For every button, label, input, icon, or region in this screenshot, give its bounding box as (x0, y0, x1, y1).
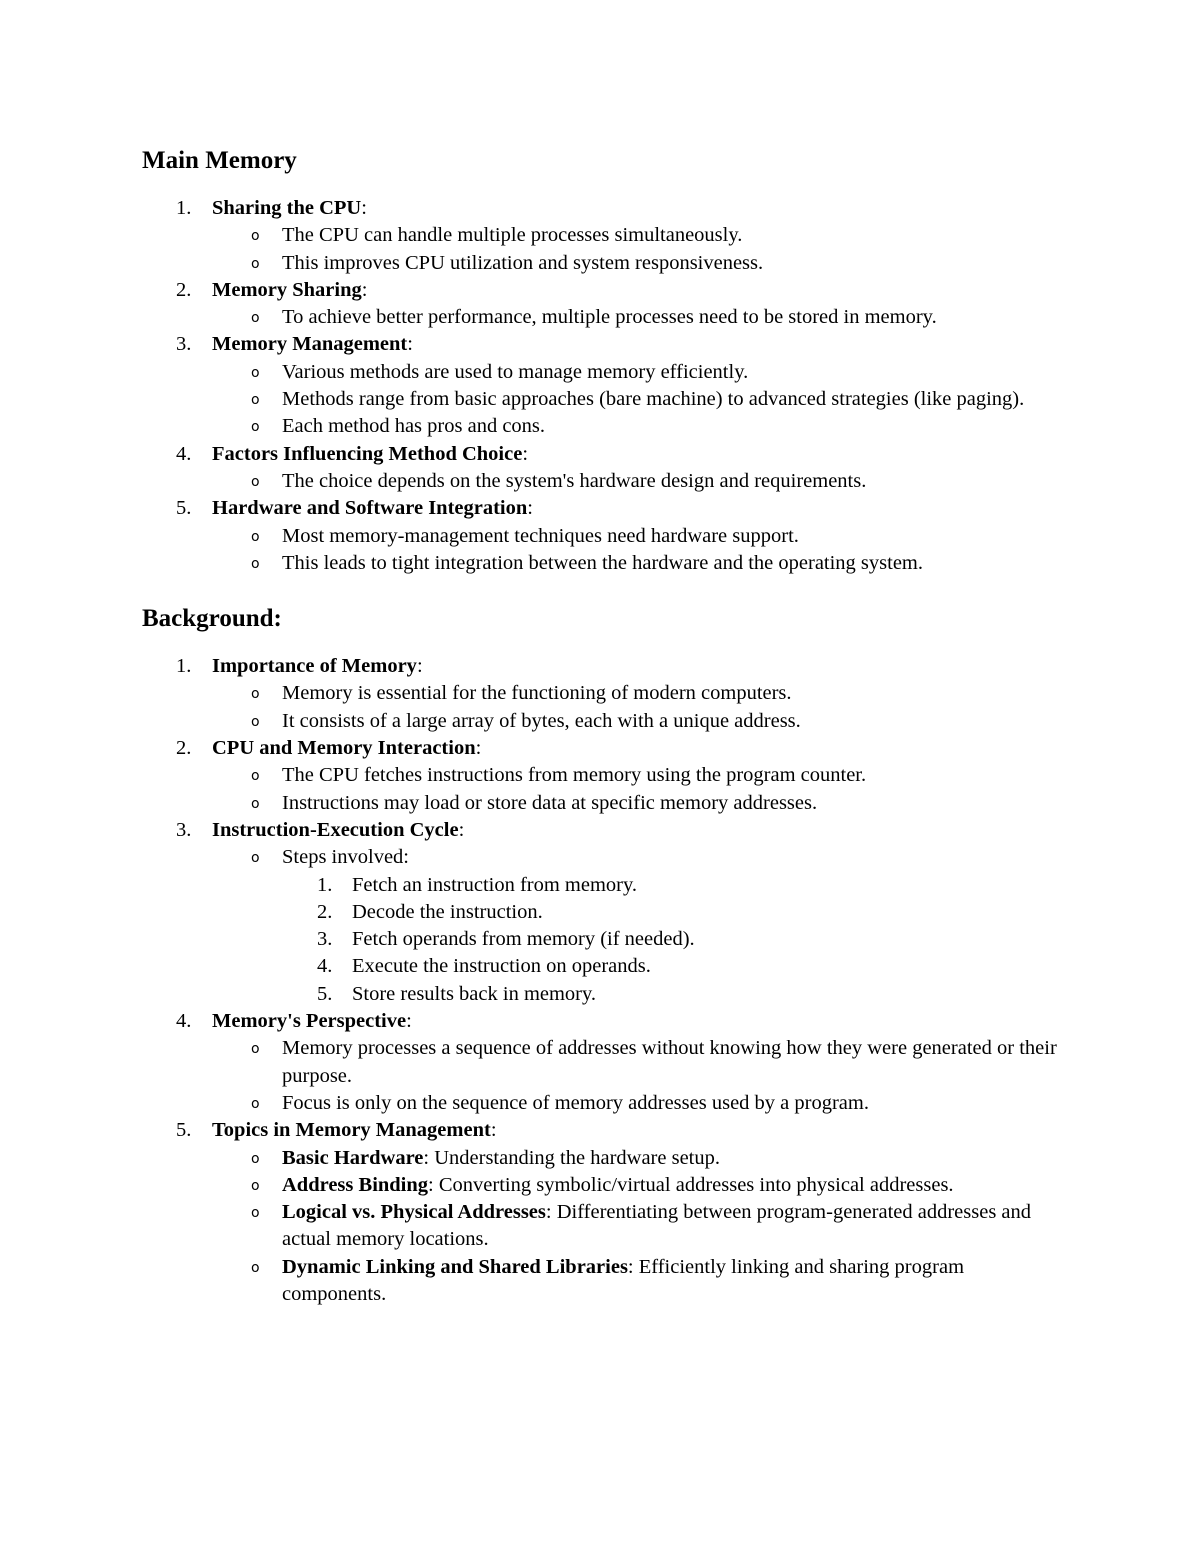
list-item-factors-influencing-method-choice (142, 441, 1072, 496)
step-text: Store results back in memory. (352, 982, 597, 1005)
bullet-icon: o (251, 795, 260, 812)
step-text: Execute the instruction on operands. (352, 955, 651, 978)
list-item-sharing-the-cpu (142, 195, 1072, 277)
bullet-icon: o (251, 555, 260, 572)
sub-item-text: The choice depends on the system's hardware design and requirements. (282, 469, 867, 492)
step-number: 3. (317, 928, 333, 951)
sub-list (212, 1145, 1072, 1309)
list-item-hardware-and-software-integration (142, 495, 1072, 577)
list-item-importance-of-memory (142, 653, 1072, 735)
item-number: 5. (176, 497, 192, 520)
background-list (142, 653, 1072, 1308)
sub-item-text: Memory is essential for the functioning of modern computers. (282, 682, 792, 705)
sub-item-text: Instructions may load or store data at specific memory addresses. (282, 791, 818, 814)
sub-list (212, 844, 1072, 1008)
sub-list-item (212, 468, 1072, 495)
sub-list (212, 359, 1072, 441)
document-page (142, 140, 1072, 1308)
item-number: 4. (176, 442, 192, 465)
sub-list-item (212, 550, 1072, 577)
list-item-memory-sharing (142, 277, 1072, 332)
item-title: Factors Influencing Method Choice (212, 442, 523, 465)
item-title: Importance of Memory (212, 655, 417, 678)
bullet-icon: o (251, 1177, 260, 1194)
sub-item-text: It consists of a large array of bytes, each with a unique address. (282, 709, 801, 732)
list-item-memory-management (142, 331, 1072, 440)
sub-list-item (212, 790, 1072, 817)
sub-item-text: : Converting symbolic/virtual addresses into physical addresses. (428, 1173, 954, 1196)
step-item (282, 899, 1072, 926)
bullet-icon: o (251, 1150, 260, 1167)
sub-item-text: : Understanding the hardware setup. (423, 1146, 720, 1169)
bullet-icon: o (251, 528, 260, 545)
sub-list-item (212, 708, 1072, 735)
item-title: Instruction-Execution Cycle (212, 818, 459, 841)
bullet-icon: o (251, 228, 260, 245)
sub-list (212, 222, 1072, 277)
sub-list-item (212, 1199, 1072, 1254)
steps-list (282, 872, 1072, 1008)
sub-item-text: Memory processes a sequence of addresses without knowing how they were generated or their purpose. (282, 1037, 1057, 1087)
step-text: Fetch an instruction from memory. (352, 873, 638, 896)
section-heading-background: Background: (142, 605, 282, 633)
sub-item-text: The CPU can handle multiple processes simultaneously. (282, 224, 743, 247)
item-colon: : (527, 497, 533, 520)
sub-list (212, 680, 1072, 735)
bullet-icon: o (251, 392, 260, 409)
step-number: 2. (317, 900, 333, 923)
item-title: Sharing the CPU (212, 197, 362, 219)
sub-list (212, 762, 1072, 817)
step-item (282, 981, 1072, 1008)
sub-item-text: : Differentiating between program-generated addresses and actual memory locations. (282, 1201, 1032, 1251)
list-item-instruction-execution-cycle (142, 817, 1072, 1008)
list-item-memorys-perspective (142, 1008, 1072, 1117)
sub-list-item (212, 386, 1072, 413)
term-label: Basic Hardware (282, 1146, 424, 1169)
item-colon: : (490, 1119, 497, 1142)
term-label: Address Binding (282, 1173, 429, 1196)
list-item-topics-in-memory-management (142, 1117, 1072, 1308)
bullet-icon: o (251, 686, 260, 703)
step-number: 4. (317, 955, 333, 978)
sub-item-text: Most memory-management techniques need hardware support. (282, 524, 799, 547)
list-item-cpu-and-memory-interaction (142, 735, 1072, 817)
sub-list-item (212, 413, 1072, 440)
sub-list-item (212, 222, 1072, 249)
item-colon: : (416, 655, 423, 678)
bullet-icon: o (251, 1205, 260, 1222)
sub-list-item (212, 1254, 1072, 1309)
item-number: 4. (176, 1010, 192, 1033)
sub-list-item (212, 1090, 1072, 1117)
step-text: Fetch operands from memory (if needed). (352, 928, 695, 951)
sub-item-text: This leads to tight integration between the hardware and the operating system. (282, 551, 924, 574)
item-title: CPU and Memory Interaction (212, 737, 476, 760)
item-title: Memory Management (212, 333, 408, 356)
sub-list-item (212, 523, 1072, 550)
item-number: 2. (176, 737, 192, 760)
sub-item-text: Methods range from basic approaches (bare machine) to advanced strategies (like paging). (282, 388, 1025, 411)
sub-list (212, 1035, 1072, 1117)
item-colon: : (361, 197, 367, 219)
sub-item-text: This improves CPU utilization and system responsiveness. (282, 251, 764, 274)
item-title: Memory Sharing (212, 278, 362, 301)
sub-list-item (212, 844, 1072, 1008)
item-colon: : (407, 333, 413, 356)
sub-list-item (212, 359, 1072, 386)
sub-item-text: To achieve better performance, multiple processes need to be stored in memory. (282, 306, 937, 329)
bullet-icon: o (251, 473, 260, 490)
sub-list-item (212, 1035, 1072, 1090)
item-colon: : (458, 818, 465, 841)
step-item (282, 872, 1072, 899)
sub-list-item (212, 680, 1072, 707)
bullet-icon: o (251, 364, 260, 381)
sub-item-text: Various methods are used to manage memory efficiently. (282, 360, 749, 383)
bullet-icon: o (251, 850, 260, 867)
bullet-icon: o (251, 713, 260, 730)
bullet-icon: o (251, 419, 260, 436)
sub-item-text: : Efficiently linking and sharing program components. (282, 1255, 965, 1305)
sub-list-item (212, 762, 1072, 789)
step-number: 1. (317, 873, 333, 896)
item-colon: : (522, 442, 529, 465)
bullet-icon: o (251, 1041, 260, 1058)
bullet-icon: o (251, 255, 260, 272)
term-label: Dynamic Linking and Shared Libraries (282, 1255, 628, 1278)
item-title: Memory's Perspective (212, 1010, 407, 1033)
sub-list (212, 304, 1072, 331)
item-colon: : (361, 278, 368, 301)
item-colon: : (406, 1010, 412, 1033)
step-number: 5. (317, 982, 333, 1005)
bullet-icon: o (251, 768, 260, 785)
item-number: 5. (176, 1119, 192, 1142)
step-item (282, 953, 1072, 980)
item-number: 3. (176, 818, 192, 841)
sub-list-item (212, 250, 1072, 277)
item-number: 1. (176, 197, 192, 219)
item-title: Hardware and Software Integration (212, 497, 528, 520)
sub-list (212, 523, 1072, 578)
item-number: 3. (176, 333, 192, 356)
term-label: Logical vs. Physical Addresses (282, 1201, 546, 1224)
step-item (282, 926, 1072, 953)
step-text: Decode the instruction. (352, 900, 543, 923)
main-memory-list (142, 195, 1072, 577)
sub-item-text: Steps involved: (282, 846, 409, 869)
bullet-icon: o (251, 310, 260, 327)
sub-item-text: Each method has pros and cons. (282, 415, 546, 438)
item-colon: : (475, 737, 482, 760)
bullet-icon: o (251, 1259, 260, 1276)
section-heading-main-memory: Main Memory (142, 147, 297, 174)
sub-list-item (212, 1172, 1072, 1199)
item-number: 1. (176, 655, 192, 678)
sub-list (212, 468, 1072, 495)
item-title: Topics in Memory Management (212, 1119, 491, 1142)
sub-item-text: Focus is only on the sequence of memory addresses used by a program. (282, 1091, 869, 1114)
sub-list-item (212, 1145, 1072, 1172)
sub-list-item (212, 304, 1072, 331)
sub-item-text: The CPU fetches instructions from memory using the program counter. (282, 764, 867, 787)
item-number: 2. (176, 278, 192, 301)
bullet-icon: o (251, 1095, 260, 1112)
